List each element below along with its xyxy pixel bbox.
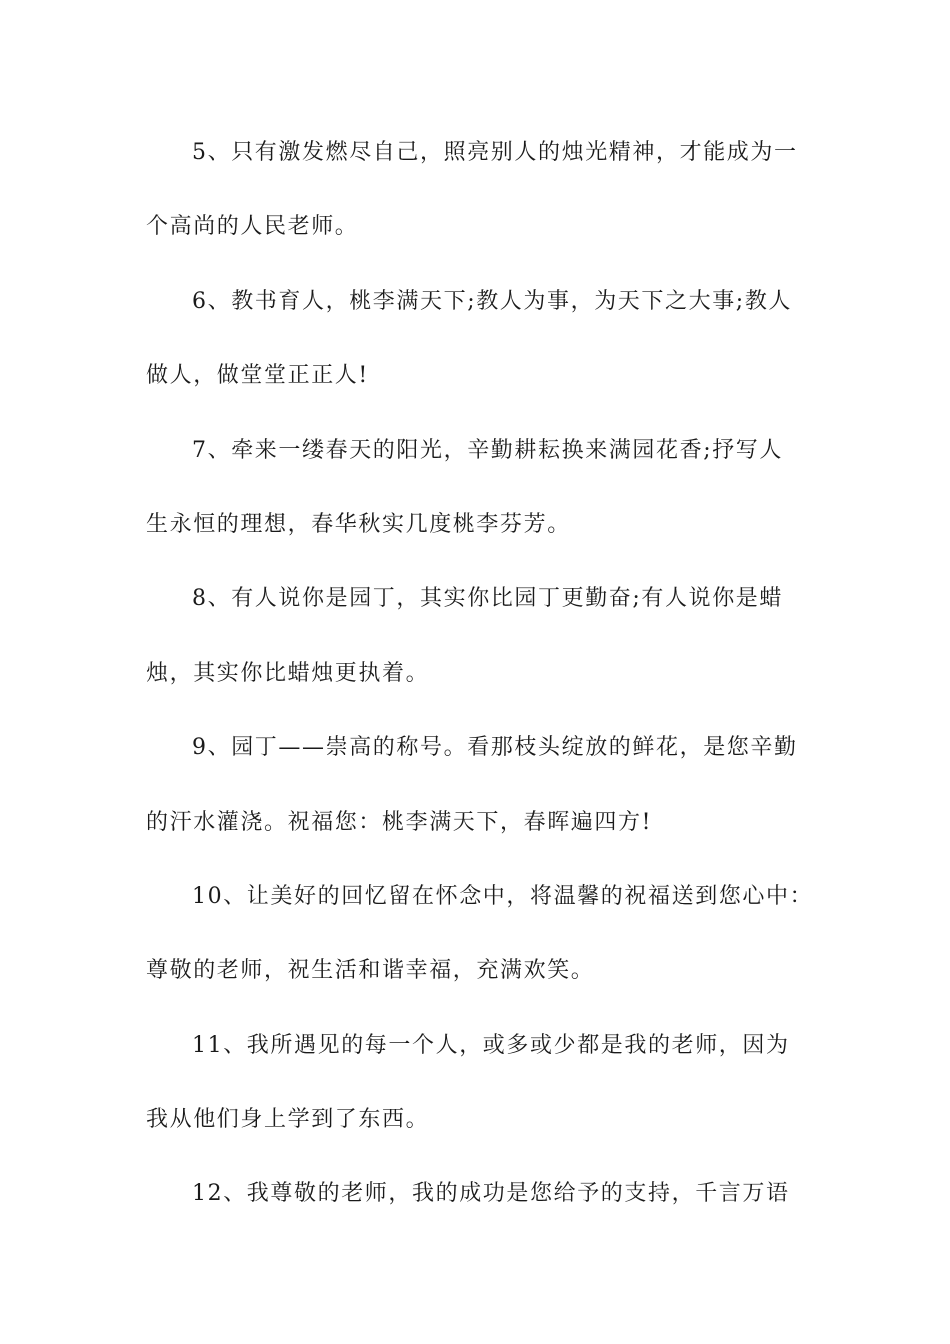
paragraph-line: 10、让美好的回忆留在怀念中，将温馨的祝福送到您心中： (192, 883, 814, 909)
paragraph-8 (146, 577, 806, 726)
paragraph-12 (146, 1172, 806, 1246)
paragraph-line: 烛，其实你比蜡烛更执着。 (146, 660, 430, 686)
paragraph-line: 个高尚的人民老师。 (146, 214, 359, 240)
paragraph-7 (146, 429, 806, 578)
paragraph-line: 6、教书育人，桃李满天下;教人为事，为天下之大事;教人 (192, 288, 793, 314)
paragraph-line: 7、牵来一缕春天的阳光，辛勤耕耘换来满园花香;抒写人 (192, 437, 784, 463)
paragraph-line: 的汗水灌浇。祝福您：桃李满天下，春晖遍四方! (146, 809, 653, 835)
paragraph-10 (146, 875, 814, 1024)
paragraph-line: 9、园丁——崇高的称号。看那枝头绽放的鲜花，是您辛勤 (192, 735, 798, 761)
paragraph-6 (146, 280, 806, 429)
paragraph-line: 做人，做堂堂正正人! (146, 363, 369, 389)
paragraph-line: 8、有人说你是园丁，其实你比园丁更勤奋;有人说你是蜡 (192, 586, 784, 612)
paragraph-line: 生永恒的理想，春华秋实几度桃李芬芳。 (146, 511, 571, 537)
paragraph-11 (146, 1024, 806, 1173)
paragraph-line: 12、我尊敬的老师，我的成功是您给予的支持，千言万语 (192, 1181, 790, 1207)
paragraph-line: 11、我所遇见的每一个人，或多或少都是我的老师，因为 (192, 1032, 790, 1058)
paragraph-line: 尊敬的老师，祝生活和谐幸福，充满欢笑。 (146, 958, 595, 984)
paragraph-9 (146, 726, 806, 875)
document-body (146, 131, 814, 1247)
paragraph-line: 5、只有激发燃尽自己，照亮别人的烛光精神，才能成为一 (192, 140, 798, 165)
paragraph-5 (146, 131, 806, 280)
paragraph-line: 我从他们身上学到了东西。 (146, 1107, 430, 1133)
